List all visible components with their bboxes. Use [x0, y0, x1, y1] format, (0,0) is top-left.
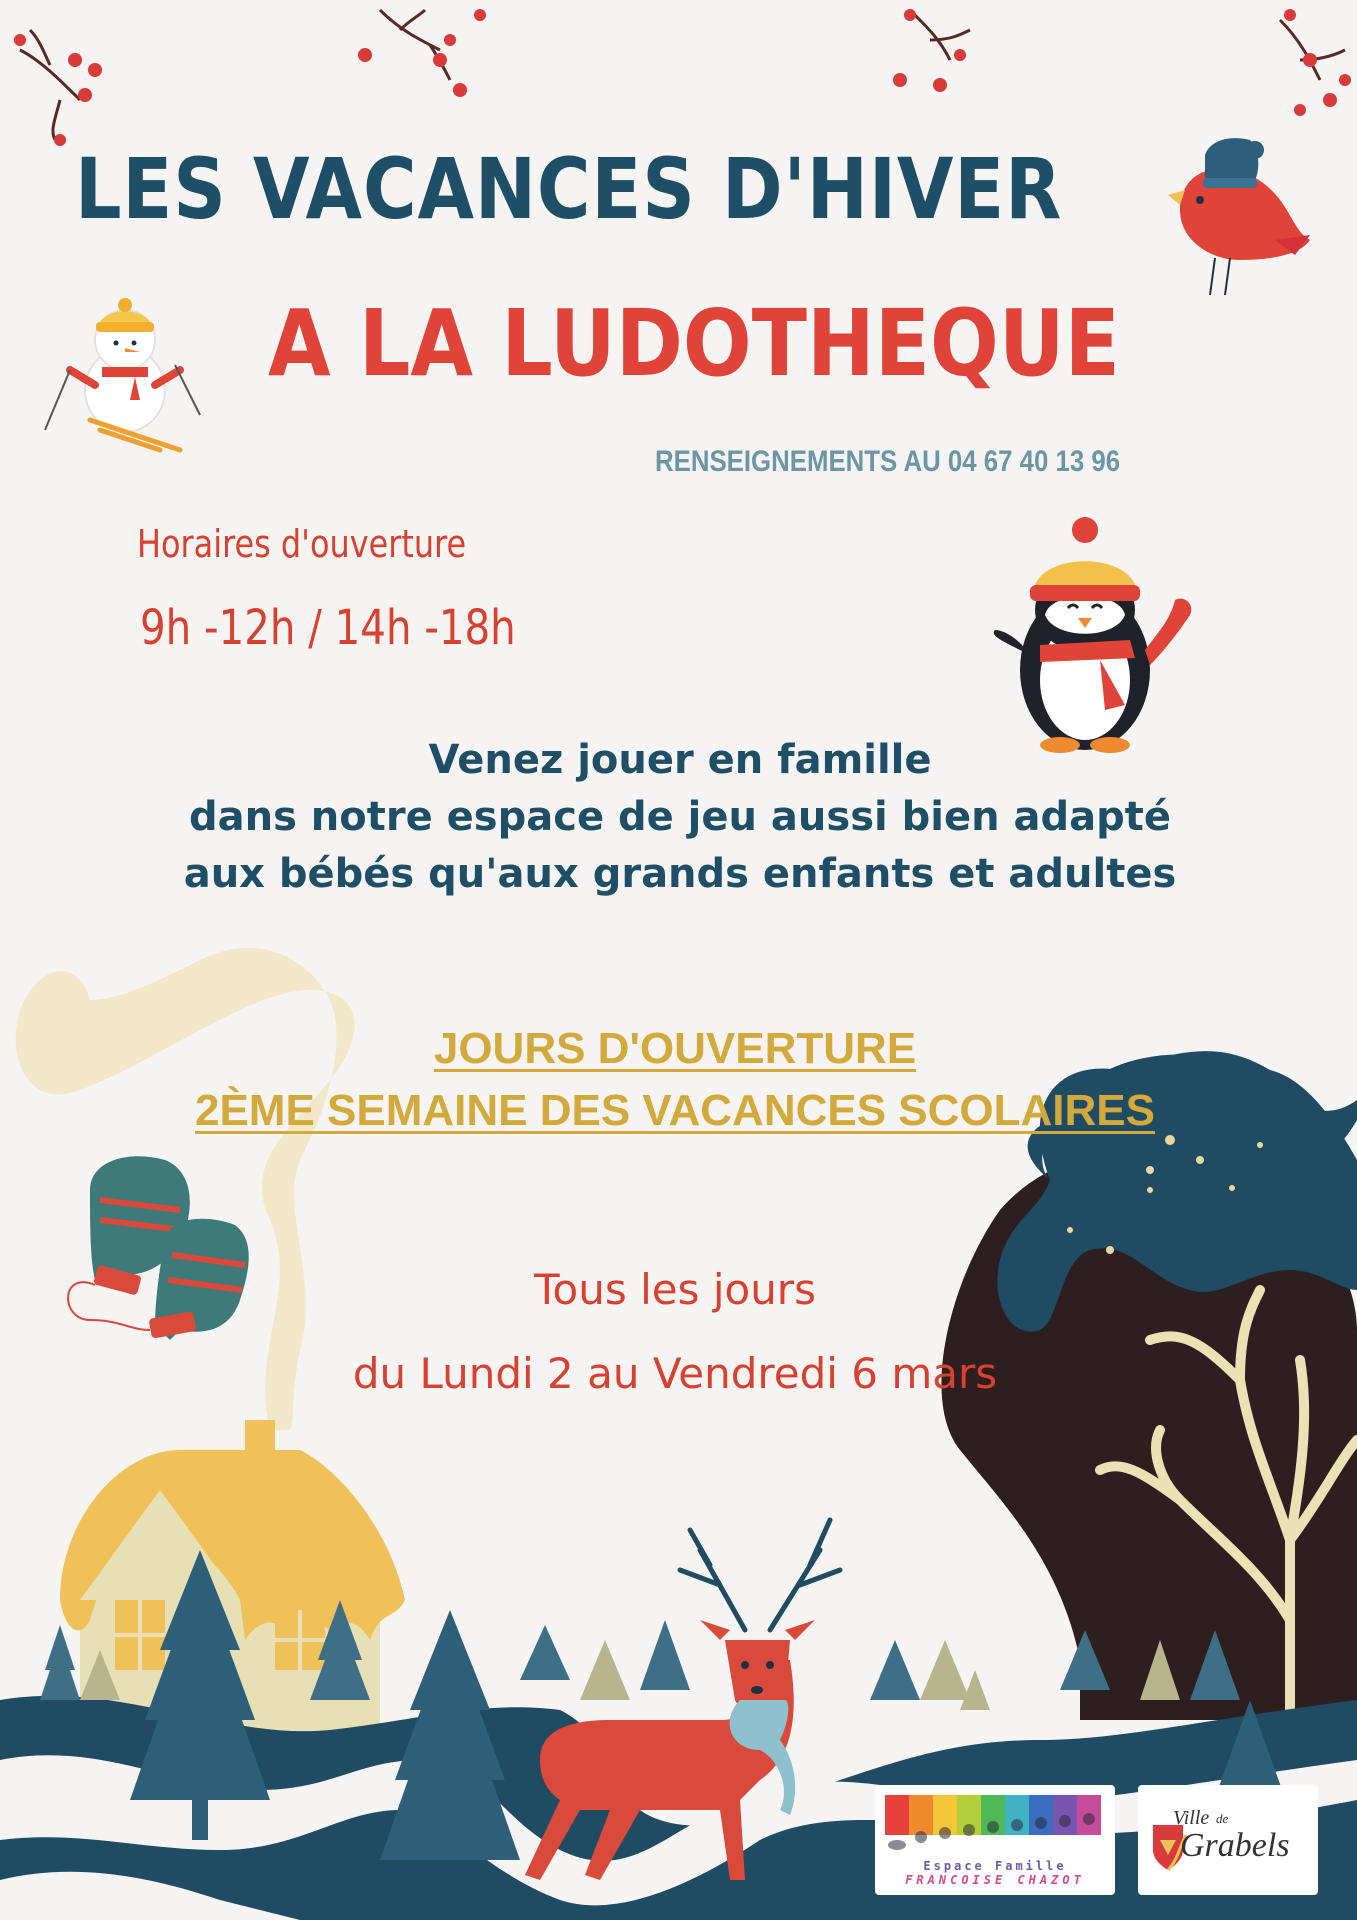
intro-line: dans notre espace de jeu aussi bien adapté	[188, 793, 1172, 840]
berry-branch-icon	[20, 10, 1345, 140]
title-line-1: LES VACANCES D'HIVER	[75, 140, 1063, 238]
intro-line: aux bébés qu'aux grands enfants et adultes	[183, 850, 1177, 897]
espace-famille-logo	[875, 1785, 1115, 1895]
hours-label: Horaires d'ouverture	[137, 522, 467, 566]
bird-icon	[1168, 138, 1310, 295]
grabels-logo	[1138, 1785, 1318, 1895]
opening-days-title: JOURS D'OUVERTURE	[433, 1024, 917, 1073]
opening-hours: 9h -12h / 14h -18h	[140, 600, 516, 656]
espace-famille-subname: FRANCOISE CHAZOT	[905, 1873, 1085, 1887]
grabels-name: Grabels	[1180, 1827, 1290, 1864]
grabels-de: de	[1216, 1811, 1229, 1826]
title-line-2: A LA LUDOTHEQUE	[268, 290, 1120, 397]
espace-famille-name: Espace Famille	[923, 1859, 1067, 1873]
espace-famille-logo-mark	[875, 1785, 1115, 1855]
dates-line-2: du Lundi 2 au Vendredi 6 mars	[352, 1349, 998, 1398]
dates-block	[200, 1248, 1150, 1416]
penguin-icon	[994, 517, 1192, 753]
contact-phone: RENSEIGNEMENTS AU 04 67 40 13 96	[655, 445, 1121, 478]
intro-text	[100, 732, 1260, 902]
dates-line-1: Tous les jours	[534, 1265, 816, 1314]
opening-days-subtitle: 2ÈME SEMAINE DES VACANCES SCOLAIRES	[194, 1085, 1155, 1135]
intro-line: Venez jouer en famille	[428, 737, 932, 783]
snowman-skier-icon	[45, 298, 200, 450]
grabels-ville: Ville	[1173, 1807, 1210, 1829]
opening-days-block	[180, 1018, 1170, 1141]
